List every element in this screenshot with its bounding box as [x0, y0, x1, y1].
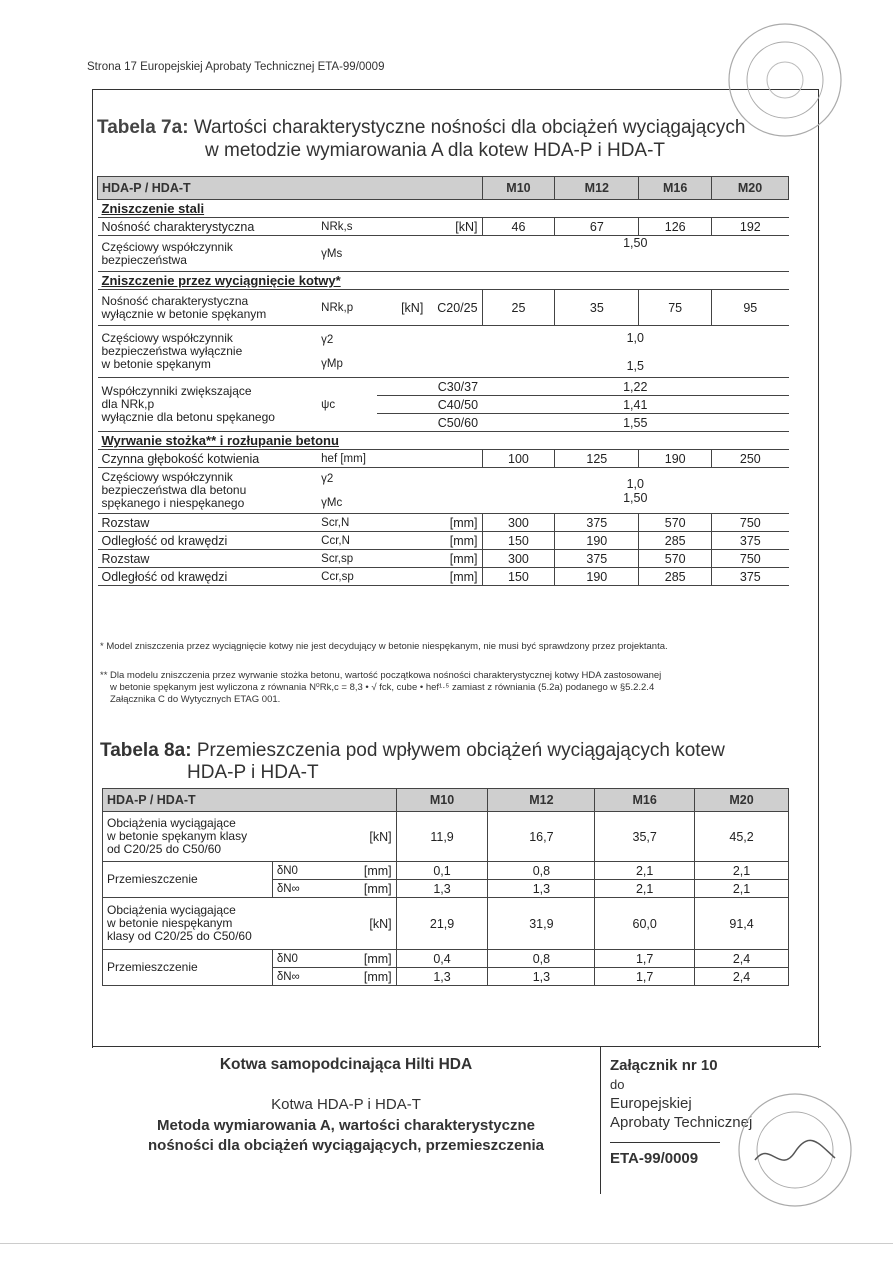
table7-head-m12: M12 — [555, 177, 639, 200]
page-header: Strona 17 Europejskiej Aprobaty Technicznej ETA-99/0009 — [87, 61, 385, 73]
table-row: Nośność charakterystyczna NRk,s [kN] 46 67 126 192 — [98, 218, 789, 236]
section-cone: Wyrwanie stożka** i rozłupanie betonu — [101, 433, 339, 448]
table7-note1: * Model zniszczenia przez wyciągnięcie kotwy nie jest decydujący w betonie niespękanym, nie musi być sprawdzony przez projektanta. — [100, 641, 668, 652]
table-row: Częściowy współczynnik bezpieczeństwa wyłącznie w betonie spękanym γ2 γMp 1,0 1,5 — [98, 326, 789, 378]
seal-stamp-signature-icon — [735, 1090, 855, 1210]
table7-title-line1: Wartości charakterystyczne nośności dla obciążeń wyciągających — [193, 117, 746, 138]
table8-header-row — [103, 789, 789, 812]
table7-note2: ** Dla modelu zniszczenia przez wyrwanie stożka betonu, wartość początkowa nośności charakterystycznej kotwy HDA zastosowanej w betonie spękanym jest wyliczona z równania N⁰Rk,c = 8,3 • √ fck, cube • hef¹·⁵ zamiast z równiania (5.2a) podanego w §5.2.2.4 Załącznika C do Wytycznych ETAG 001. — [100, 670, 662, 705]
table8 — [102, 788, 789, 986]
table-row: C50/60 1,55 — [98, 414, 789, 432]
table-row: Odległość od krawędzi Ccr,N [mm] 150 190 285 375 — [98, 532, 789, 550]
table7-head-m20: M20 — [712, 177, 789, 200]
table8-head-m16: M16 — [595, 789, 695, 812]
table-row: δN∞ [mm] 1,3 1,3 2,1 2,1 — [103, 880, 789, 898]
table-row: δN∞ [mm] 1,3 1,3 1,7 2,4 — [103, 968, 789, 986]
table-row: Częściowy współczynnik bezpieczeństwa dla betonu spękanego i niespękanego γ2 γMc 1,0 1,50 — [98, 468, 789, 514]
table7-header-row — [98, 177, 789, 200]
table8-head-label: HDA-P / HDA-T — [103, 789, 397, 812]
table-row: Obciążenia wyciągające w betonie spękanym klasy od C20/25 do C50/60 [kN] 11,9 16,7 35,7 45,2 — [103, 812, 789, 862]
footer-title: Kotwa samopodcinająca Hilti HDA — [219, 1056, 473, 1073]
footer-annex: Załącznik nr 10 do Europejskiej Aprobaty Technicznej ETA-99/0009 — [610, 1057, 753, 1167]
footer-subtitle: Kotwa HDA-P i HDA-T — [271, 1096, 421, 1113]
table-row: Nośność charakterystyczna wyłącznie w betonie spękanym NRk,p [kN] C20/25 25 35 75 95 — [98, 290, 789, 326]
table-row: Przemieszczenie δN0 [mm] 0,1 0,8 2,1 2,1 — [103, 862, 789, 880]
table-row: Odległość od krawędzi Ccr,sp [mm] 150 190 285 375 — [98, 568, 789, 586]
footer-description: Metoda wymiarowania A, wartości charakterystyczne nośności dla obciążeń wyciągających, przemieszczenia — [148, 1117, 544, 1154]
table-row: Przemieszczenie δN0 [mm] 0,4 0,8 1,7 2,4 — [103, 950, 789, 968]
table8-label: Tabela 8a: — [100, 740, 192, 761]
table8-head-m10: M10 — [396, 789, 488, 812]
table7 — [97, 176, 789, 586]
table8-title-line2: HDA-P i HDA-T — [187, 762, 319, 783]
page-bottom-divider — [0, 1243, 893, 1244]
table7-label: Tabela 7a: — [97, 117, 189, 138]
section-steel: Zniszczenie stali — [101, 201, 205, 216]
table8-head-m12: M12 — [488, 789, 595, 812]
table-row: Czynna głębokość kotwienia hef [mm] 100 125 190 250 — [98, 450, 789, 468]
table7-head-label: HDA-P / HDA-T — [98, 177, 483, 200]
table8-head-m20: M20 — [695, 789, 789, 812]
table-row: Współczynniki zwiększające dla NRk,p wyłącznie dla betonu spękanego ψc C30/37 1,22 — [98, 378, 789, 396]
table-row: Obciążenia wyciągające w betonie niespękanym klasy od C20/25 do C50/60 [kN] 21,9 31,9 60,0 91,4 — [103, 898, 789, 950]
table-row: C40/50 1,41 — [98, 396, 789, 414]
table-row: Rozstaw Scr,N [mm] 300 375 570 750 — [98, 514, 789, 532]
table7-title — [97, 116, 745, 162]
eta-number: ETA-99/0009 — [610, 1142, 720, 1168]
annex-number: Załącznik nr 10 — [610, 1057, 718, 1074]
table8-title — [100, 740, 725, 784]
table7-title-line2: w metodzie wymiarowania A dla kotew HDA-P i HDA-T — [205, 140, 666, 161]
table7-head-m16: M16 — [639, 177, 712, 200]
table-row: Rozstaw Scr,sp [mm] 300 375 570 750 — [98, 550, 789, 568]
seal-stamp-icon — [725, 20, 845, 140]
table8-title-line1: Przemieszczenia pod wpływem obciążeń wyciągających kotew — [196, 740, 725, 761]
table-row: Częściowy współczynnik bezpieczeństwa γMs 1,50 — [98, 236, 789, 272]
table7-head-m10: M10 — [482, 177, 555, 200]
section-pullout: Zniszczenie przez wyciągnięcie kotwy* — [101, 273, 341, 288]
